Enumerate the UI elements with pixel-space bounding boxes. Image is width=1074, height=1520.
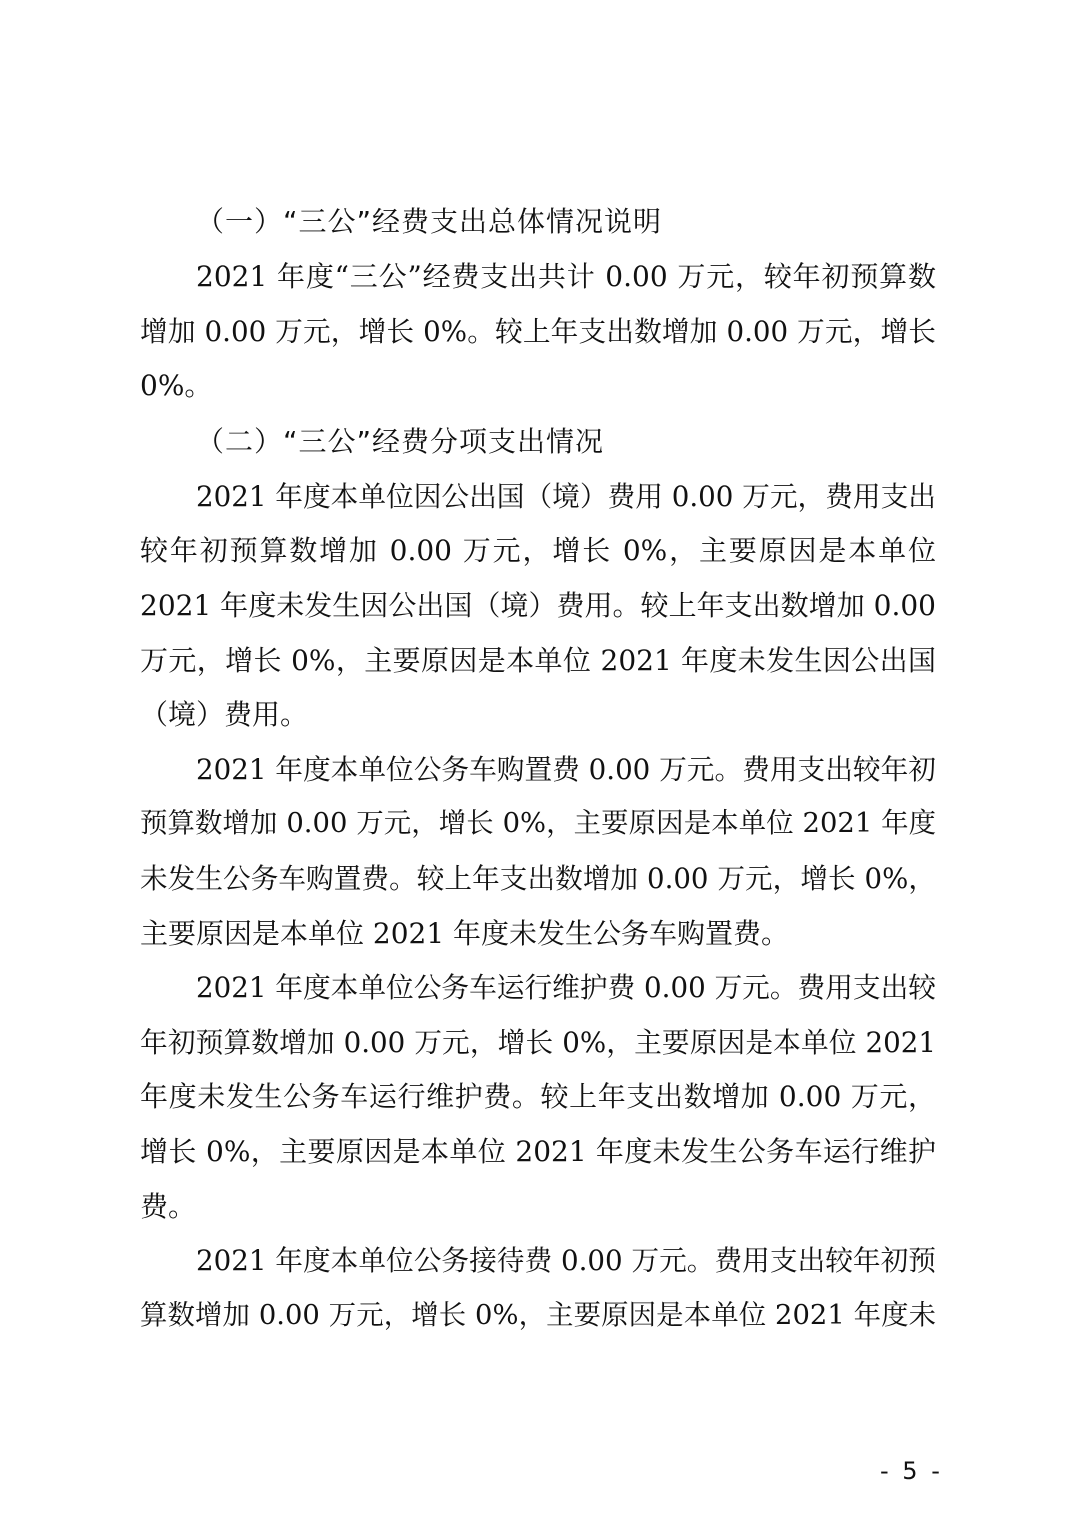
paragraph-vehicle-maintenance [140, 961, 936, 1234]
text-line: 较年初预算数增加 0.00 万元，增长 0%，主要原因是本单位 [140, 534, 936, 568]
text-line: 0%。 [140, 369, 213, 403]
text-line: 2021 年度本单位公务车运行维护费 0.00 万元。费用支出较 [196, 971, 936, 1005]
section-heading-2: （二）“三公”经费分项支出情况 [196, 424, 605, 458]
text-line: 增加 0.00 万元，增长 0%。较上年支出数增加 0.00 万元，增长 [140, 314, 936, 348]
page-number: - 5 - [880, 1457, 943, 1485]
text-line: 2021 年度本单位公务车购置费 0.00 万元。费用支出较年初 [196, 752, 936, 786]
text-line: 2021 年度未发生因公出国（境）费用。较上年支出数增加 0.00 [140, 588, 936, 622]
text-line: 2021 年度本单位因公出国（境）费用 0.00 万元，费用支出 [196, 479, 936, 513]
text-line: 万元，增长 0%，主要原因是本单位 2021 年度未发生因公出国 [140, 643, 936, 677]
text-line: 主要原因是本单位 2021 年度未发生公务车购置费。 [140, 916, 790, 950]
text-line: 2021 年度本单位公务接待费 0.00 万元。费用支出较年初预 [196, 1244, 936, 1278]
section-heading-1: （一）“三公”经费支出总体情况说明 [196, 205, 663, 238]
text-line: 增长 0%，主要原因是本单位 2021 年度未发生公务车运行维护 [140, 1134, 936, 1168]
paragraph-vehicle-purchase [140, 743, 936, 961]
document-page [140, 194, 936, 1343]
text-line: 未发生公务车购置费。较上年支出数增加 0.00 万元，增长 0%， [140, 861, 936, 895]
text-line: （境）费用。 [140, 698, 309, 732]
text-line: 2021 年度“三公”经费支出共计 0.00 万元，较年初预算数 [196, 260, 936, 293]
text-line: 年初预算数增加 0.00 万元，增长 0%，主要原因是本单位 2021 [140, 1025, 936, 1059]
text-line: 预算数增加 0.00 万元，增长 0%，主要原因是本单位 2021 年度 [140, 808, 936, 840]
paragraph-overview [140, 250, 936, 414]
paragraph-overseas-travel [140, 470, 936, 743]
text-line: 年度未发生公务车运行维护费。较上年支出数增加 0.00 万元， [140, 1080, 936, 1114]
text-line: 算数增加 0.00 万元，增长 0%，主要原因是本单位 2021 年度未 [140, 1299, 936, 1331]
paragraph-reception [140, 1234, 936, 1343]
text-line: 费。 [140, 1189, 197, 1223]
